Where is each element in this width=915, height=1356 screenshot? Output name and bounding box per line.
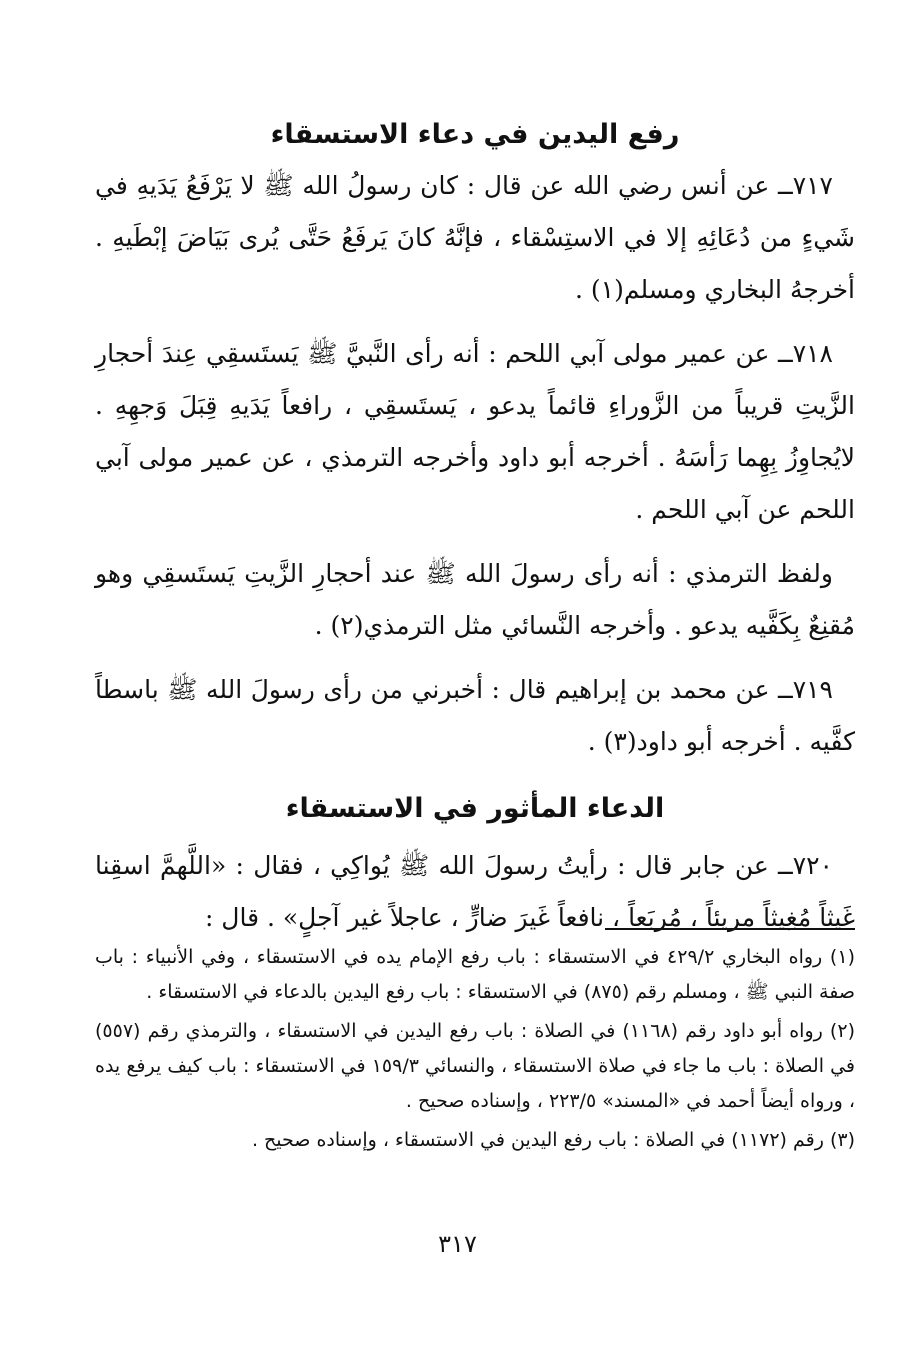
hadith-717: ٧١٧ــ عن أنس رضي الله عن قال : كان رسولُ الله ﷺ لا يَرْفَعُ يَدَيهِ في شَيءٍ من دُعَائِهِ إلا في الاستِسْقاء ، فإنَّهُ كانَ يَرفَعُ حَتَّى يُرى بَيَاضَ إبْطَيهِ . أخرجهُ البخاري ومسلم(١) . xyxy=(95,171,855,304)
section-heading-raising-hands: رفع اليدين في دعاء الاستسقاء xyxy=(270,119,680,150)
page-body xyxy=(95,110,855,956)
hadith-718: ٧١٨ــ عن عمير مولى آبي اللحم : أنه رأى النَّبيَّ ﷺ يَستَسقِي عِندَ أحجارِ الزَّيتِ قريباً من الزَّوراءِ قائماً يدعو ، يَستَسقِي ، رافعاً يَدَيهِ قِبَلَ وَجهِهِ . لايُجاوِزُ بِهِما رَأسَهُ . أخرجه أبو داود وأخرجه الترمذي ، عن عمير مولى آبي اللحم عن آبي اللحم . xyxy=(95,339,855,524)
hadith-720: ٧٢٠ــ عن جابر قال : رأيتُ رسولَ الله ﷺ يُواكِي ، فقال : «اللَّهمَّ اسقِنا غَيثاً مُغِيثاً مريئاً ، مُربَعاً ، نافعاً غَيرَ ضارٍّ ، عاجلاً غير آجلٍ» . قال : xyxy=(95,851,855,932)
footnotes xyxy=(95,928,855,1162)
footnote-3: (٣) رقم (١١٧٢) في الصلاة : باب رفع اليدين في الاستسقاء ، وإسناده صحيح . xyxy=(251,1129,855,1151)
hadith-718-tirmidhi-wording: ولفظ الترمذي : أنه رأى رسولَ الله ﷺ عند أحجارِ الزَّيتِ يَستَسقِي وهو مُقنِعٌ بِكَفَّيه يدعو . وأخرجه النَّسائي مثل الترمذي(٢) . xyxy=(95,559,855,640)
footnote-2: (٢) رواه أبو داود رقم (١١٦٨) في الصلاة : باب رفع اليدين في الاستسقاء ، والترمذي رقم (٥٥٧) في الصلاة : باب ما جاء في صلاة الاستسقاء ، والنسائي ١٥٩/٣ في الاستسقاء : باب كيف يرفع يده ، ورواه أيضاً أحمد في «المسند» ٢٢٣/٥ ، وإسناده صحيح . xyxy=(95,1020,856,1112)
hadith-719: ٧١٩ــ عن محمد بن إبراهيم قال : أخبرني من رأى رسولَ الله ﷺ باسطاً كفَّيه . أخرجه أبو داود(٣) . xyxy=(95,675,855,756)
section-heading-transmitted-supplication: الدعاء المأثور في الاستسقاء xyxy=(285,793,665,824)
footnote-1: (١) رواه البخاري ٤٢٩/٢ في الاستسقاء : باب رفع الإمام يده في الاستسقاء ، وفي الأنبياء : باب صفة النبي ﷺ ، ومسلم رقم (٨٧٥) في الاستسقاء : باب رفع اليدين بالدعاء في الاستسقاء . xyxy=(95,946,855,1003)
footnote-divider xyxy=(605,928,855,930)
page-number: ٣١٧ xyxy=(438,1230,477,1258)
